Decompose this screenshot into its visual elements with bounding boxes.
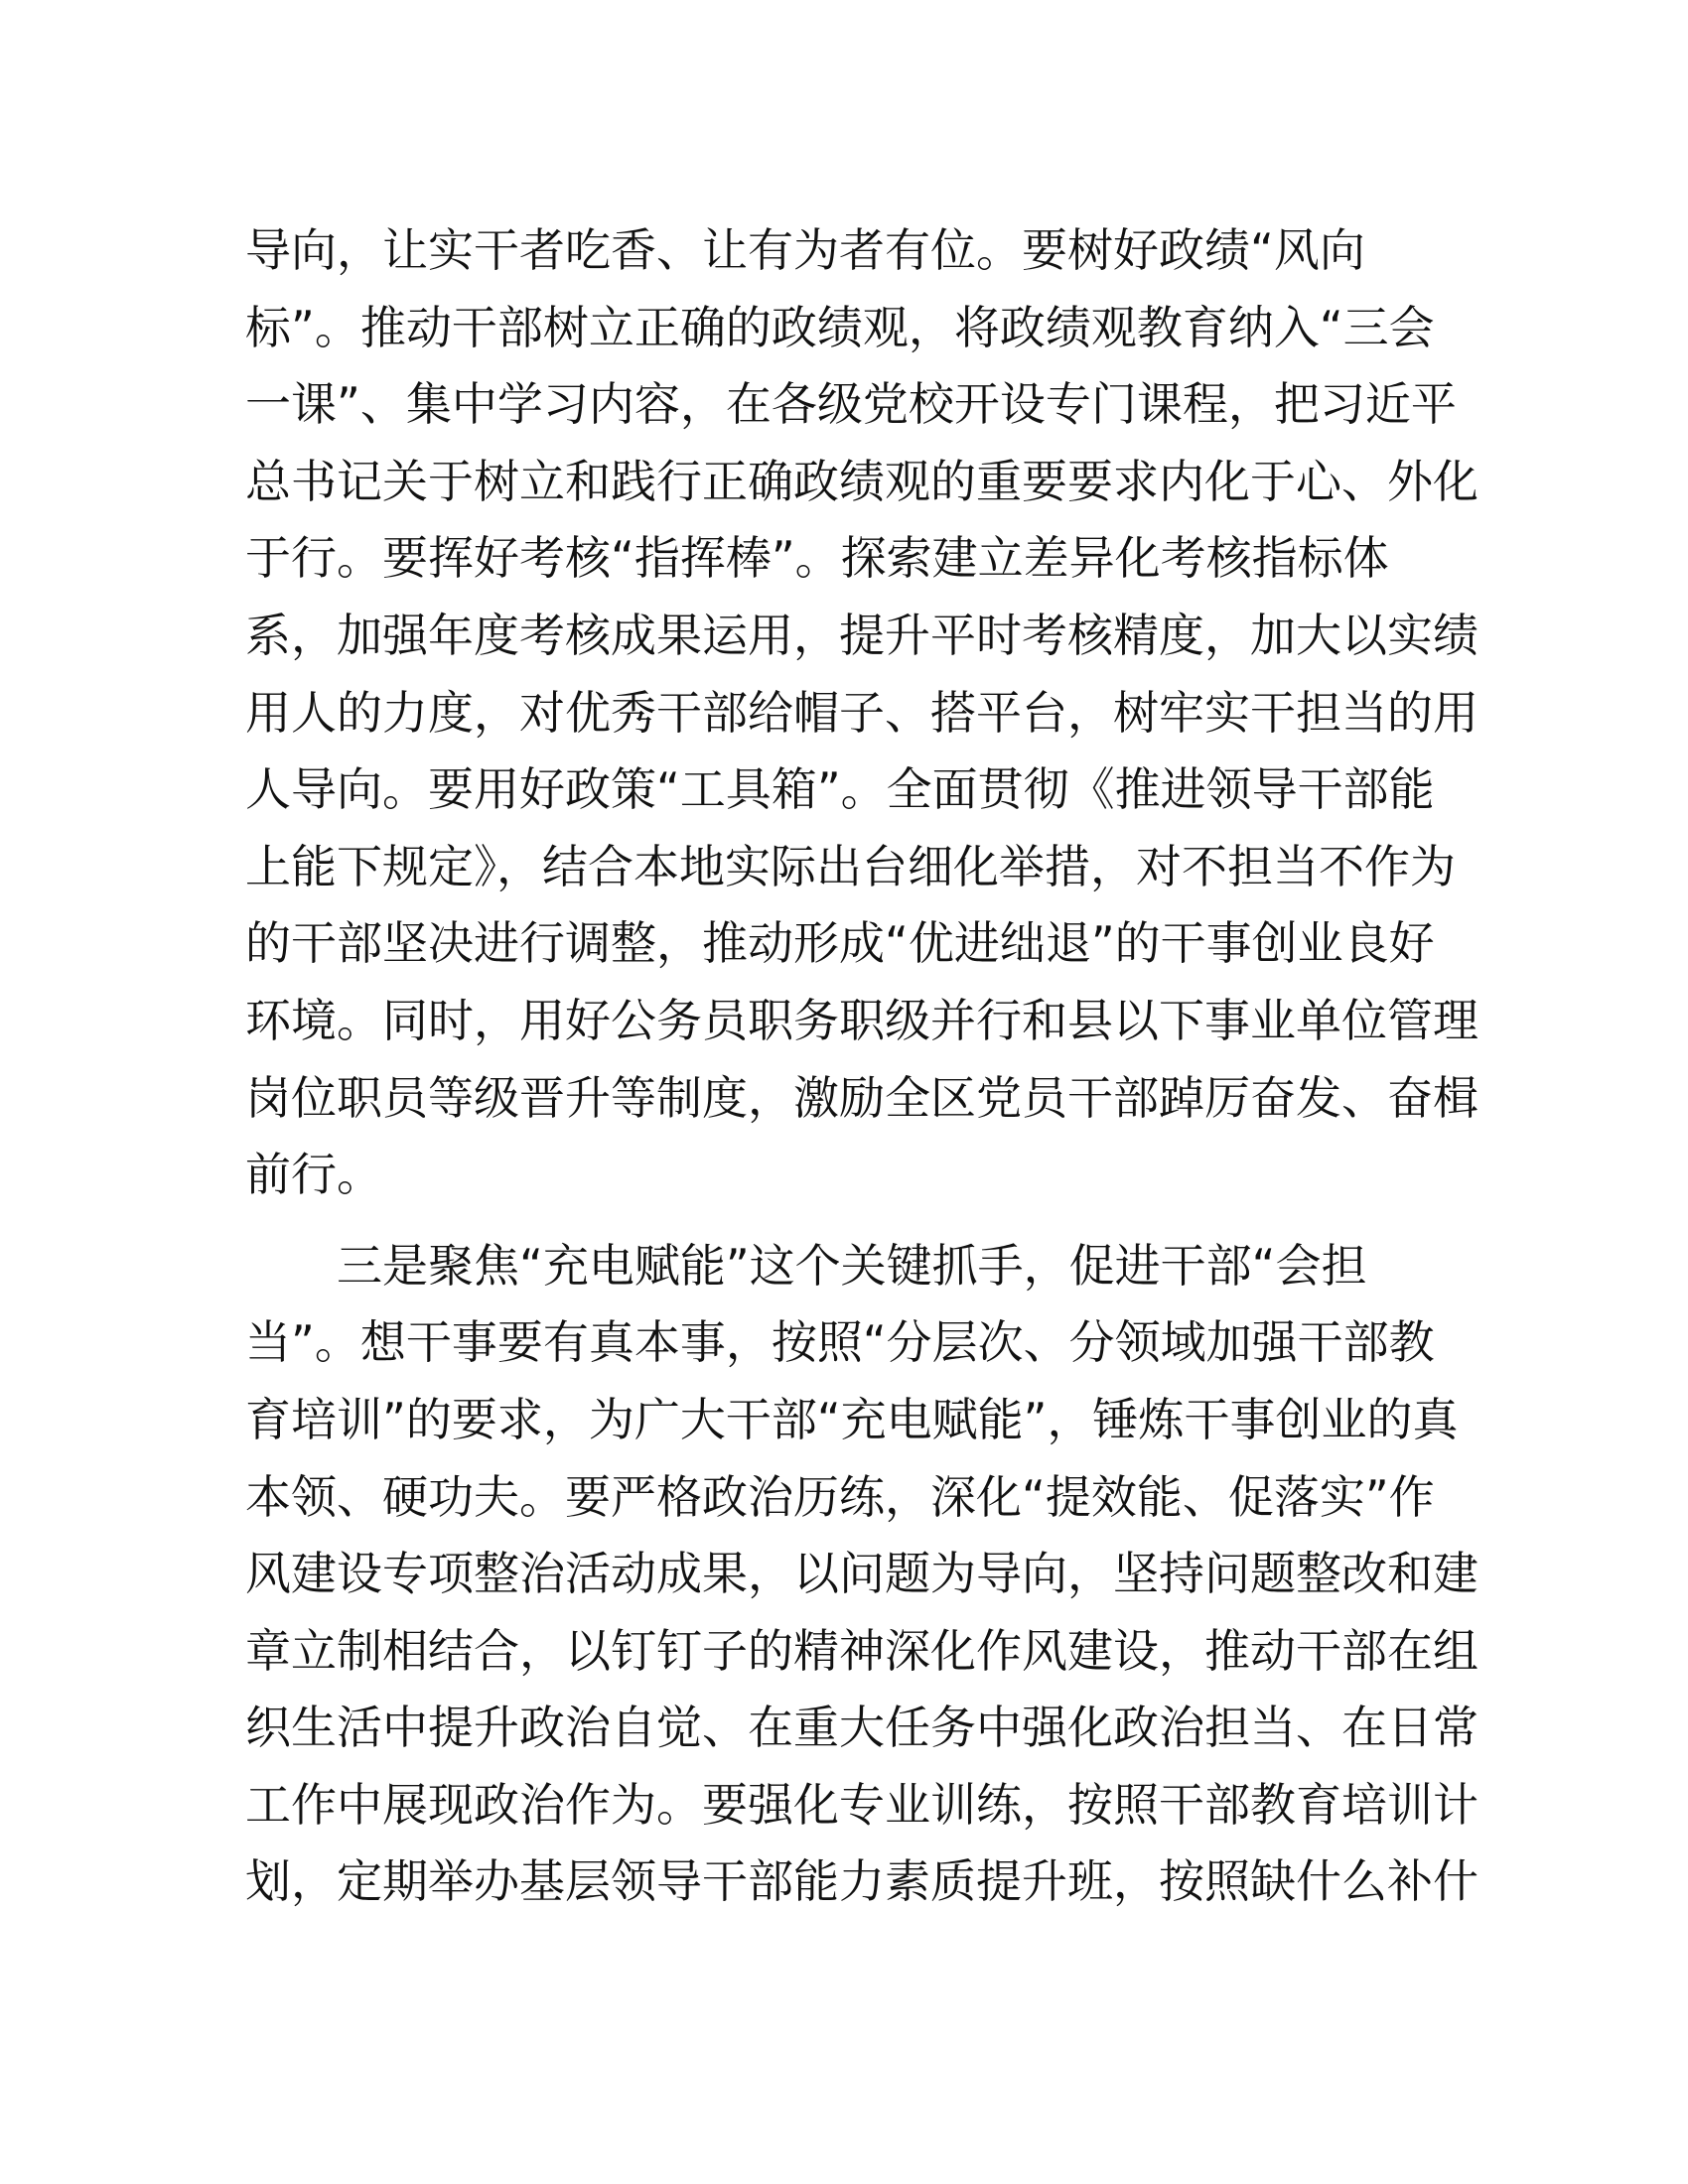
text-line: 标”。推动干部树立正确的政绩观，将政绩观教育纳入“三会 [245, 300, 1435, 354]
text-line: 环境。同时，用好公务员职务职级并行和县以下事业单位管理 [245, 993, 1478, 1047]
text-line: 育培训”的要求，为广大干部“充电赋能”，锤炼干事创业的真 [245, 1392, 1459, 1446]
text-line: 的干部坚决进行调整，推动形成“优进绌退”的干事创业良好 [245, 916, 1435, 971]
text-line: 总书记关于树立和践行正确政绩观的重要要求内化于心、外化 [245, 454, 1478, 508]
paragraph [245, 212, 1478, 1214]
text-line: 一课”、集中学习内容，在各级党校开设专门课程，把习近平 [245, 377, 1457, 432]
text-line: 风建设专项整治活动成果，以问题为导向，坚持问题整改和建 [245, 1547, 1478, 1601]
text-line: 人导向。要用好政策“工具箱”。全面贯彻《推进领导干部能 [245, 762, 1435, 817]
text-line: 用人的力度，对优秀干部给帽子、搭平台，树牢实干担当的用 [245, 685, 1478, 740]
text-line: 章立制相结合，以钉钉子的精神深化作风建设，推动干部在组 [245, 1623, 1478, 1678]
paragraph [245, 1228, 1478, 1921]
text-line: 上能下规定》，结合本地实际出台细化举措，对不担当不作为 [245, 839, 1456, 893]
text-line: 岗位职员等级晋升等制度，激励全区党员干部踔厉奋发、奋楫 [245, 1070, 1478, 1125]
text-line: 系，加强年度考核成果运用，提升平时考核精度，加大以实绩 [245, 608, 1478, 662]
paragraph-spacer [245, 1214, 1447, 1228]
text-line: 前行。 [245, 1148, 382, 1202]
text-line: 三是聚焦“充电赋能”这个关键抓手，促进干部“会担 [337, 1238, 1367, 1293]
text-line: 织生活中提升政治自觉、在重大任务中强化政治担当、在日常 [245, 1701, 1478, 1755]
text-line: 工作中展现政治作为。要强化专业训练，按照干部教育培训计 [245, 1777, 1478, 1832]
text-line: 划，定期举办基层领导干部能力素质提升班，按照缺什么补什 [245, 1854, 1478, 1909]
text-line: 导向，让实干者吃香、让有为者有位。要树好政绩“风向 [245, 223, 1365, 277]
text-line: 本领、硬功夫。要严格政治历练，深化“提效能、促落实”作 [245, 1469, 1435, 1524]
text-line: 当”。想干事要有真本事，按照“分层次、分领域加强干部教 [245, 1315, 1435, 1370]
body-text [245, 212, 1478, 1921]
text-line: 于行。要挥好考核“指挥棒”。探索建立差异化考核指标体 [245, 531, 1389, 586]
